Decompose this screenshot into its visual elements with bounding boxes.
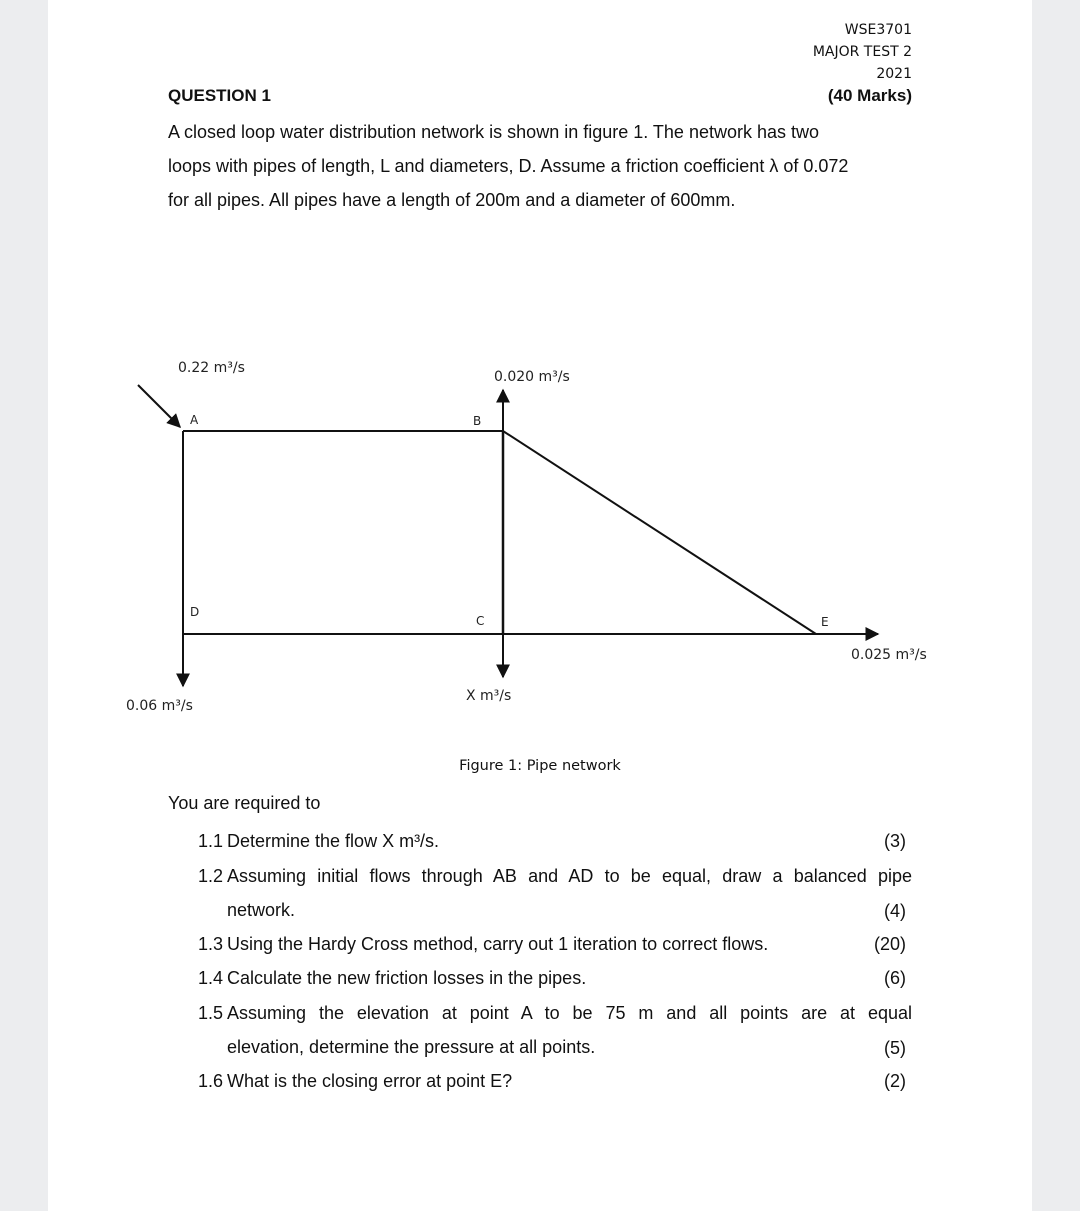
task-item — [198, 1003, 912, 1058]
requirements-lead: You are required to — [168, 793, 321, 813]
task-item — [198, 968, 912, 989]
task-marks: (20) — [873, 934, 906, 954]
task-number: 1.6 — [198, 1071, 224, 1091]
intro-line: for all pipes. All pipes have a length of 200m and a diameter of 600mm. — [168, 190, 736, 210]
flow-label-a: 0.22 m³/s — [178, 360, 245, 376]
task-number: 1.2 — [198, 866, 224, 886]
flow-label-b: 0.020 m³/s — [494, 369, 570, 385]
task-marks: (3) — [884, 831, 906, 851]
task-item — [198, 934, 912, 955]
test-year: 2021 — [876, 66, 912, 82]
task-text: Assuming the elevation at point A to be 75 m and all points are at equal — [227, 1003, 912, 1023]
test-name: MAJOR TEST 2 — [812, 44, 912, 60]
exam-page — [48, 0, 1032, 1211]
node-label-b: B — [473, 414, 482, 428]
task-item — [198, 831, 912, 852]
task-number: 1.4 — [198, 968, 224, 988]
task-item — [198, 1071, 912, 1092]
task-text-continued: network. — [227, 900, 296, 920]
intro-line: A closed loop water distribution network is shown in figure 1. The network has two — [168, 122, 820, 142]
task-text: Using the Hardy Cross method, carry out 1 iteration to correct flows. — [227, 934, 769, 954]
task-marks: (5) — [884, 1038, 906, 1058]
flow-label-e: 0.025 m³/s — [851, 647, 927, 663]
course-code: WSE3701 — [844, 22, 912, 38]
task-marks: (6) — [884, 968, 906, 988]
pipe-be — [503, 431, 816, 634]
inflow-arrow-a — [138, 385, 180, 427]
task-text: What is the closing error at point E? — [227, 1071, 513, 1091]
task-number: 1.5 — [198, 1003, 224, 1023]
task-text: Determine the flow X m³/s. — [227, 831, 440, 851]
question-marks: (40 Marks) — [827, 86, 912, 105]
intro-line: loops with pipes of length, L and diameters, D. Assume a friction coefficient λ of 0.072 — [168, 156, 849, 176]
flow-label-d: 0.06 m³/s — [126, 698, 193, 714]
pipe-network-diagram — [48, 340, 1032, 740]
node-label-e: E — [821, 615, 829, 629]
node-label-d: D — [190, 605, 200, 619]
task-text: Calculate the new friction losses in the pipes. — [227, 968, 587, 988]
task-text: Assuming initial flows through AB and AD to be equal, draw a balanced pipe — [227, 866, 912, 886]
task-number: 1.3 — [198, 934, 224, 954]
node-label-a: A — [190, 413, 199, 427]
question-intro — [168, 115, 912, 217]
task-item — [198, 866, 912, 921]
task-marks: (4) — [884, 901, 906, 921]
figure-caption: Figure 1: Pipe network — [459, 758, 621, 774]
task-marks: (2) — [884, 1071, 906, 1091]
question-title: QUESTION 1 — [168, 86, 271, 105]
flow-label-c: X m³/s — [466, 688, 512, 704]
node-label-c: C — [476, 614, 485, 628]
task-number: 1.1 — [198, 831, 224, 851]
task-text-continued: elevation, determine the pressure at all points. — [227, 1037, 596, 1057]
